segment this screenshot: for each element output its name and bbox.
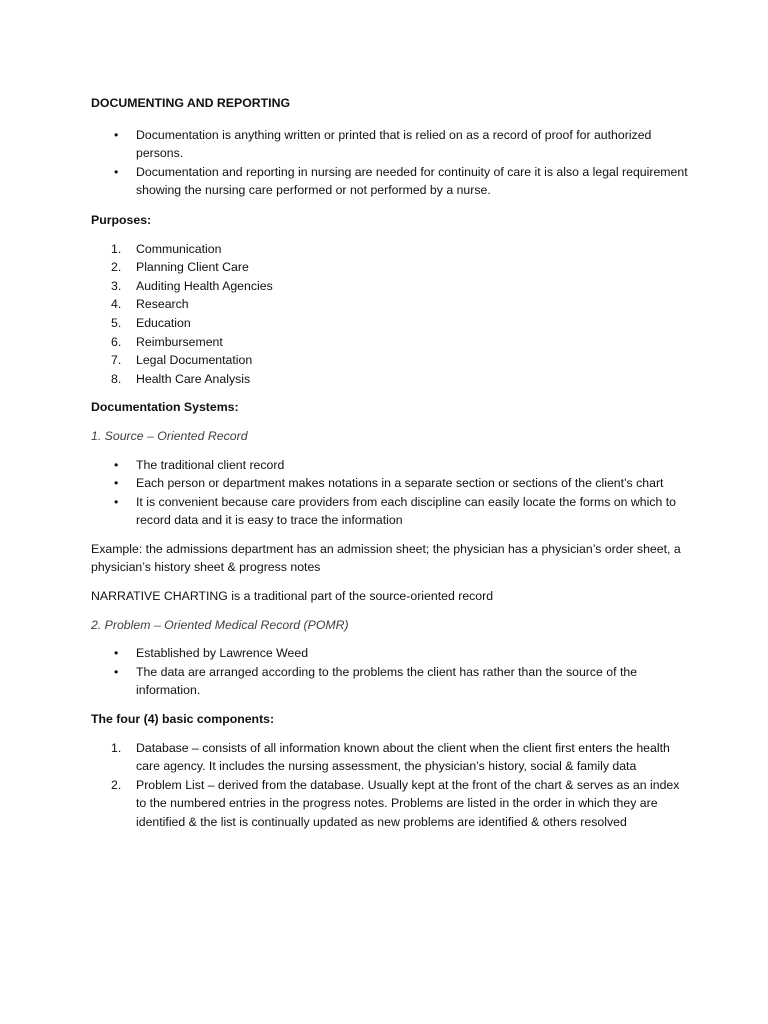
list-number: 3. — [111, 278, 122, 293]
example-paragraph: Example: the admissions department has an admission sheet; the physician has a physician’s order sheet, a physician’s history sheet & progress notes — [91, 541, 681, 575]
list-item — [91, 663, 688, 700]
purposes-list — [91, 240, 688, 389]
list-number: 4. — [111, 297, 122, 312]
list-item — [91, 240, 688, 259]
bullet-icon: • — [114, 476, 119, 491]
list-number: 1. — [111, 241, 122, 256]
list-item — [91, 370, 688, 389]
pomr-bullet-list — [91, 644, 688, 700]
list-item — [91, 474, 688, 493]
list-item-text: Documentation and reporting in nursing are needed for continuity of care it is also a legal requirement showing the nursing care performed or not performed by a nurse. — [136, 164, 688, 198]
list-item-text: The traditional client record — [136, 457, 285, 472]
list-item — [91, 258, 688, 277]
list-item-text: The data are arranged according to the problems the client has rather than the source of the information. — [136, 664, 638, 698]
pomr-heading: 2. Problem – Oriented Medical Record (POMR) — [91, 617, 349, 632]
components-list — [91, 739, 688, 832]
list-number: 6. — [111, 334, 122, 349]
list-item — [91, 333, 688, 352]
list-item — [91, 739, 688, 776]
bullet-icon: • — [114, 494, 119, 509]
list-number: 7. — [111, 353, 122, 368]
narrative-paragraph: NARRATIVE CHARTING is a traditional part of the source-oriented record — [91, 589, 494, 604]
list-number: 8. — [111, 371, 122, 386]
document-title: DOCUMENTING AND REPORTING — [91, 96, 291, 110]
list-item — [91, 456, 688, 475]
bullet-icon: • — [114, 127, 119, 142]
list-item-text: Auditing Health Agencies — [136, 278, 273, 293]
bullet-icon: • — [114, 646, 119, 661]
source-bullet-list — [91, 456, 688, 530]
list-item — [91, 351, 688, 370]
list-item — [91, 493, 688, 530]
bullet-icon: • — [114, 164, 119, 179]
list-item-text: Communication — [136, 241, 222, 256]
list-item-text: Health Care Analysis — [136, 371, 251, 386]
systems-heading: Documentation Systems: — [91, 400, 239, 415]
list-item — [91, 295, 688, 314]
list-number: 5. — [111, 315, 122, 330]
list-number: 2. — [111, 777, 122, 792]
intro-bullet-list — [91, 126, 688, 200]
bullet-icon: • — [114, 664, 119, 679]
list-item — [91, 644, 688, 663]
purposes-heading: Purposes: — [91, 212, 152, 227]
list-item — [91, 163, 688, 200]
source-oriented-heading: 1. Source – Oriented Record — [91, 428, 248, 443]
list-item-text: Each person or department makes notations in a separate section or sections of the client’s chart — [136, 476, 664, 491]
list-number: 1. — [111, 740, 122, 755]
bullet-icon: • — [114, 457, 119, 472]
list-item-text: Documentation is anything written or printed that is relied on as a record of proof for authorized persons. — [136, 127, 652, 161]
components-heading: The four (4) basic components: — [91, 712, 275, 727]
list-item-text: Planning Client Care — [136, 260, 249, 275]
list-item-text: Legal Documentation — [136, 353, 253, 368]
list-item-text: Problem List – derived from the database. Usually kept at the front of the chart & serves as an index to the numbered entries in the progress notes. Problems are listed in the order in which they are identified & the list is continually updated as new problems are identified & others resolved — [136, 777, 680, 829]
list-item — [91, 776, 688, 832]
list-item-text: Established by Lawrence Weed — [136, 646, 309, 661]
list-item-text: Research — [136, 297, 189, 312]
list-item-text: It is convenient because care providers from each discipline can easily locate the forms on which to record data and it is easy to trace the information — [136, 494, 676, 528]
list-number: 2. — [111, 260, 122, 275]
list-item-text: Database – consists of all information known about the client when the client first enters the health care agency. It includes the nursing assessment, the physician’s history, social & family data — [136, 740, 670, 774]
list-item-text: Education — [136, 315, 191, 330]
list-item — [91, 314, 688, 333]
list-item-text: Reimbursement — [136, 334, 223, 349]
list-item — [91, 126, 688, 163]
list-item — [91, 277, 688, 296]
